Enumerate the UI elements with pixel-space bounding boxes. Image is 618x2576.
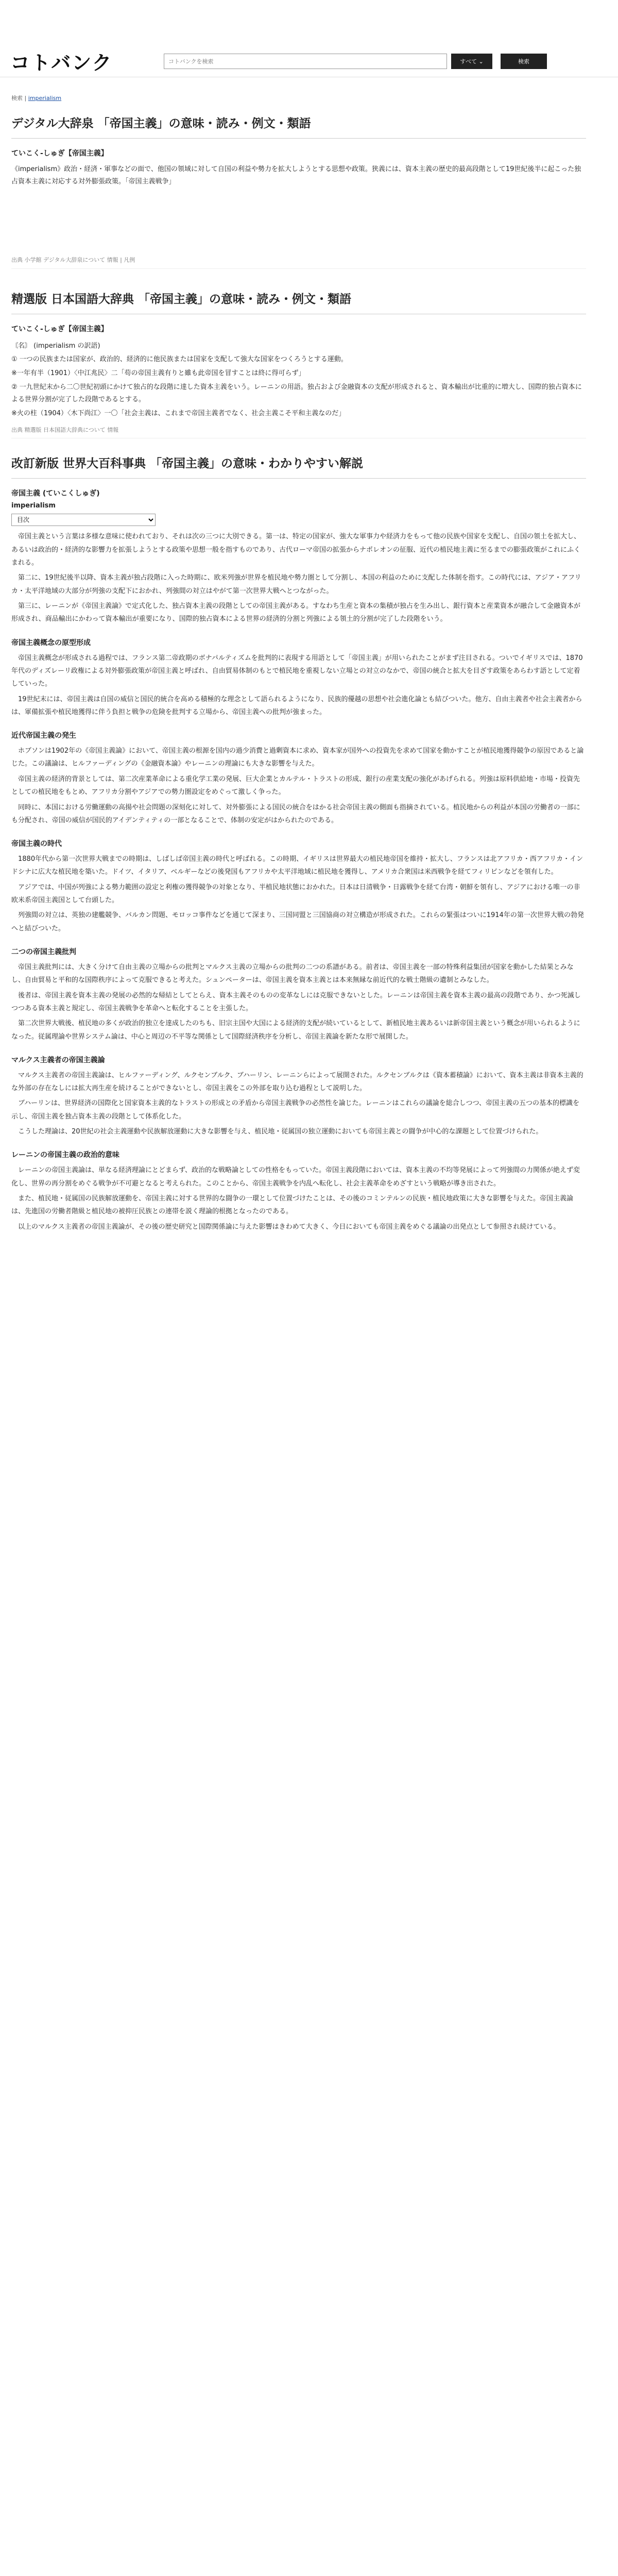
article-subsection [11, 637, 586, 719]
subsection-heading: マルクス主義者の帝国主義論 [11, 1056, 105, 1064]
nikkoku-headword: ていこく‐しゅぎ【帝国主義】 [11, 325, 108, 333]
heibonsha-section [11, 454, 586, 1233]
subsection-heading: レーニンの帝国主義の政治的意味 [11, 1151, 119, 1160]
nikkoku-source: 出典 精選版 日本国語大辞典について 情報 [11, 426, 586, 439]
daijisen-title: デジタル大辞泉 「帝国主義」の意味・読み・例文・類語 [11, 114, 586, 139]
heibonsha-english: imperialism [11, 502, 56, 510]
nikkoku-definition-line: ② 一九世紀末から二〇世紀初頭にかけて独占的な段階に達した資本主義をいう。レーニンの用語。独占および金融資本の支配が形成されると、資本輸出が比重的に増大し、国際的独占資本による世界分割が完了した段階であるとする。 [11, 383, 582, 404]
site-header [0, 0, 618, 77]
search-bar [164, 54, 547, 69]
nikkoku-definitions [11, 340, 586, 420]
subsection-heading: 帝国主義の時代 [11, 840, 62, 849]
article-paragraph: 同時に、本国における労働運動の高揚や社会問題の深刻化に対して、対外膨張による国民の統合をはかる社会帝国主義の側面も指摘されている。植民地からの利益が本国の労働者の一部にも分配され、帝国の威信が国民的アイデンティティの一部となることで、体制の安定がはかられたのである。 [11, 803, 580, 824]
nikkoku-definition-line: ※一年有半（1901）〈中江兆民〉二「苟の帝国主義有りと雖も此帝国を冒すことは終に得可らず」 [11, 369, 305, 377]
article-subsection [11, 530, 586, 625]
nikkoku-definition-line: ※火の柱（1904）〈木下尚江〉一〇「社会主義は、これまで帝国主義者でなく、社会主義こそ平和主義なのだ」 [11, 409, 346, 417]
article-paragraph: 帝国主義批判には、大きく分けて自由主義の立場からの批判とマルクス主義の立場からの批判の二つの系譜がある。前者は、帝国主義を一部の特殊利益集団が国家を動かした結果とみなし、自由貿易と平和的な国際秩序によって克服できると考えた。シュンペーターは、帝国主義を資本主義とは本来無縁な前近代的な戦士階級の遺制とみなした。 [11, 963, 574, 985]
nikkoku-title: 精選版 日本国語大辞典 「帝国主義」の意味・読み・例文・類語 [11, 290, 586, 314]
ad-space [11, 189, 586, 250]
article-paragraph: また、植民地・従属国の民族解放運動を、帝国主義に対する世界的な闘争の一環として位置づけたことは、その後のコミンテルンの民族・植民地政策に大きな影響を与えた。帝国主義論は、先進国の労働者階級と植民地の被抑圧民族との連帯を説く理論的根拠となったのである。 [11, 1194, 574, 1216]
search-scope-select[interactable]: すべて ⌄ [451, 54, 492, 69]
breadcrumb-link[interactable]: imperialism [28, 95, 62, 101]
daijisen-headword: ていこく‐しゅぎ【帝国主義】 [11, 149, 108, 158]
article-paragraph: 第三に、レーニンが《帝国主義論》で定式化した、独占資本主義の段階としての帝国主義がある。すなわち生産と資本の集積が独占を生み出し、銀行資本と産業資本が融合して金融資本が形成され、商品輸出にかわって資本輸出が重要になり、国際的独占資本による世界の経済的分割と列強による領土的分割が完了した段階をいう。 [11, 602, 581, 623]
article-paragraph: 1880年代から第一次世界大戦までの時期は、しばしば帝国主義の時代と呼ばれる。この時期、イギリスは世界最大の植民地帝国を維持・拡大し、フランスは北アフリカ・西アフリカ・インドシナに広大な植民地を築いた。ドイツ、イタリア、ベルギーなどの後発国もアフリカや太平洋地域に植民地を獲得し、アメリカ合衆国は米西戦争を経てフィリピンなどを領有した。 [11, 855, 583, 876]
article-paragraph: 帝国主義概念が形成される過程では、フランス第二帝政期のボナパルティズムを批判的に表現する用語として「帝国主義」が用いられたことがまず注目される。ついでイギリスでは、1870年代のディズレーリ政権による対外膨張政策が帝国主義と呼ばれ、自由貿易体制のもとで植民地を重視しない立場との対立のなかで、帝国の統合と拡大を目ざす政策をあらわす語として定着していった。 [11, 654, 583, 688]
article-subsection [11, 1149, 586, 1233]
toc-select[interactable] [11, 514, 156, 526]
article-paragraph: 以上のマルクス主義者の帝国主義論が、その後の歴史研究と国際関係論に与えた影響はきわめて大きく、今日においても帝国主義をめぐる議論の出発点として参照され続けている。 [18, 1223, 560, 1231]
article-subsection [11, 730, 586, 827]
article-paragraph: マルクス主義者の帝国主義論は、ヒルファーディング、ルクセンブルク、ブハーリン、レーニンらによって展開された。ルクセンブルクは《資本蓄積論》において、資本主義は非資本主義的な外部の存在なしには拡大再生産を続けることができないとし、帝国主義をこの外部を取り込む過程として説明した。 [11, 1071, 583, 1093]
article-paragraph: 第二に、19世紀後半以降、資本主義が独占段階に入った時期に、欧米列強が世界を植民地や勢力圏として分割し、本国の利益のために支配した体制を指す。この時代には、アジア・アフリカ・太平洋地域の大部分が列強の支配下におかれ、列強間の対立はやがて第一次世界大戦へとつながった。 [11, 574, 581, 595]
article-paragraph: 後者は、帝国主義を資本主義の発展の必然的な帰結としてとらえ、資本主義そのものの変革なしには克服できないとした。レーニンは帝国主義を資本主義の最高の段階であり、かつ死滅しつつある資本主義と規定し、帝国主義戦争を革命へと転化することを主張した。 [11, 991, 581, 1012]
article-paragraph: 列強間の対立は、英独の建艦競争、バルカン問題、モロッコ事件などを通じて深まり、三国同盟と三国協商の対立構造が形成された。これらの緊張はついに1914年の第一次世界大戦の勃発へと結びついた。 [11, 911, 584, 933]
article-subsection [11, 1055, 586, 1139]
subsection-heading: 近代帝国主義の発生 [11, 732, 76, 740]
main-content [0, 77, 597, 1233]
article-paragraph: 第二次世界大戦後、植民地の多くが政治的独立を達成したのちも、旧宗主国や大国による経済的支配が続いているとして、新植民地主義あるいは新帝国主義という概念が用いられるようになった。従属理論や世界システム論は、中心と周辺の不平等な関係として国際経済秩序を分析し、帝国主義論を新たな形で展開した。 [11, 1020, 580, 1041]
search-button[interactable]: 検索 [501, 54, 547, 69]
heibonsha-headword: 帝国主義 (ていこくしゅぎ) [11, 489, 100, 498]
breadcrumb [11, 94, 586, 104]
heibonsha-title: 改訂新版 世界大百科事典 「帝国主義」の意味・わかりやすい解説 [11, 454, 586, 479]
breadcrumb-sep: | [24, 95, 27, 101]
breadcrumb-top[interactable]: 検索 [11, 95, 23, 101]
article-paragraph: レーニンの帝国主義論は、単なる経済理論にとどまらず、政治的な戦略論としての性格をもっていた。帝国主義段階においては、資本主義の不均等発展によって列強間の力関係が絶えず変化し、世界の再分割をめぐる戦争が不可避となると考えられた。このことから、帝国主義戦争を内乱へ転化し、社会主義革命をめざすという戦略が導き出された。 [11, 1166, 580, 1188]
article-paragraph: こうした理論は、20世紀の社会主義運動や民族解放運動に大きな影響を与え、植民地・従属国の独立運動においても帝国主義との闘争が中心的な課題として位置づけられた。 [18, 1128, 543, 1136]
article-subsection [11, 946, 586, 1043]
article-paragraph: 19世紀末には、帝国主義は自国の威信と国民的統合を高める積極的な理念として語られるようになり、民族的優越の思想や社会進化論とも結びついた。他方、自由主義者や社会主義者からは、軍備拡張や植民地獲得に伴う負担と戦争の危険を批判する立場から、帝国主義への批判が強まった。 [11, 695, 582, 716]
nikkoku-definition-line: 〘名〙 (imperialism の訳語) [11, 342, 100, 350]
subsection-heading: 帝国主義概念の原型形成 [11, 638, 91, 647]
search-input[interactable] [164, 54, 447, 69]
article-paragraph: 帝国主義という言葉は多様な意味に使われており、それは次の三つに大別できる。第一は、特定の国家が、強大な軍事力や経済力をもって他の民族や国家を支配し、自国の領土を拡大し、あるいは政治的・経済的な影響力を拡張しようとする政策や思想一般を指すものであり、古代ローマ帝国の拡張からナポレオンの征服、近代の植民地主義に至るまでの膨張政策がこれにふくまれる。 [11, 533, 581, 567]
daijisen-section [11, 114, 586, 269]
heibonsha-sections [11, 530, 586, 1233]
article-paragraph: ブハーリンは、世界経済の国際化と国家資本主義的なトラストの形成との矛盾から帝国主義戦争の必然性を論じた。レーニンはこれらの議論を総合しつつ、帝国主義の五つの基本的標識を示し、帝国主義を独占資本主義の段階として体系化した。 [11, 1099, 580, 1121]
subsection-heading: 二つの帝国主義批判 [11, 948, 76, 957]
nikkoku-definition-line: ① 一つの民族または国家が、政治的、経済的に他民族または国家を支配して強大な国家をつくろうとする運動。 [11, 355, 348, 364]
nikkoku-section [11, 290, 586, 439]
article-subsection [11, 838, 586, 935]
daijisen-body: 《imperialism》政治・経済・軍事などの面で、他国の領域に対して自国の利益や勢力を拡大しようとする思想や政策。狭義には、資本主義の歴史的最高段階として19世紀後半に起こった独占資本主義に対応する対外膨張政策。「帝国主義戦争」 [11, 165, 581, 186]
daijisen-source: 出典 小学館 デジタル大辞泉について 情報 | 凡例 [11, 256, 586, 269]
article-paragraph: アジアでは、中国が列強による勢力範囲の設定と利権の獲得競争の対象となり、半植民地状態におかれた。日本は日清戦争・日露戦争を経て台湾・朝鮮を領有し、アジアにおける唯一の非欧米系帝国主義国として台頭した。 [11, 883, 580, 905]
article-paragraph: 帝国主義の経済的背景としては、第二次産業革命による重化学工業の発展、巨大企業とカルテル・トラストの形成、銀行の産業支配の強化があげられる。列強は原料供給地・市場・投資先としての植民地をもとめ、アフリカ分割やアジアでの勢力圏設定をめぐって激しく争った。 [11, 775, 580, 796]
site-logo[interactable]: コトバンク [10, 52, 113, 74]
article-paragraph: ホブソンは1902年の《帝国主義論》において、帝国主義の根源を国内の過少消費と過剰資本に求め、資本家が国外への投資先を求めて国家を動かすことが植民地獲得競争の原因であると論じた。この議論は、ヒルファーディングの《金融資本論》やレーニンの理論にも大きな影響を与えた。 [11, 747, 584, 768]
